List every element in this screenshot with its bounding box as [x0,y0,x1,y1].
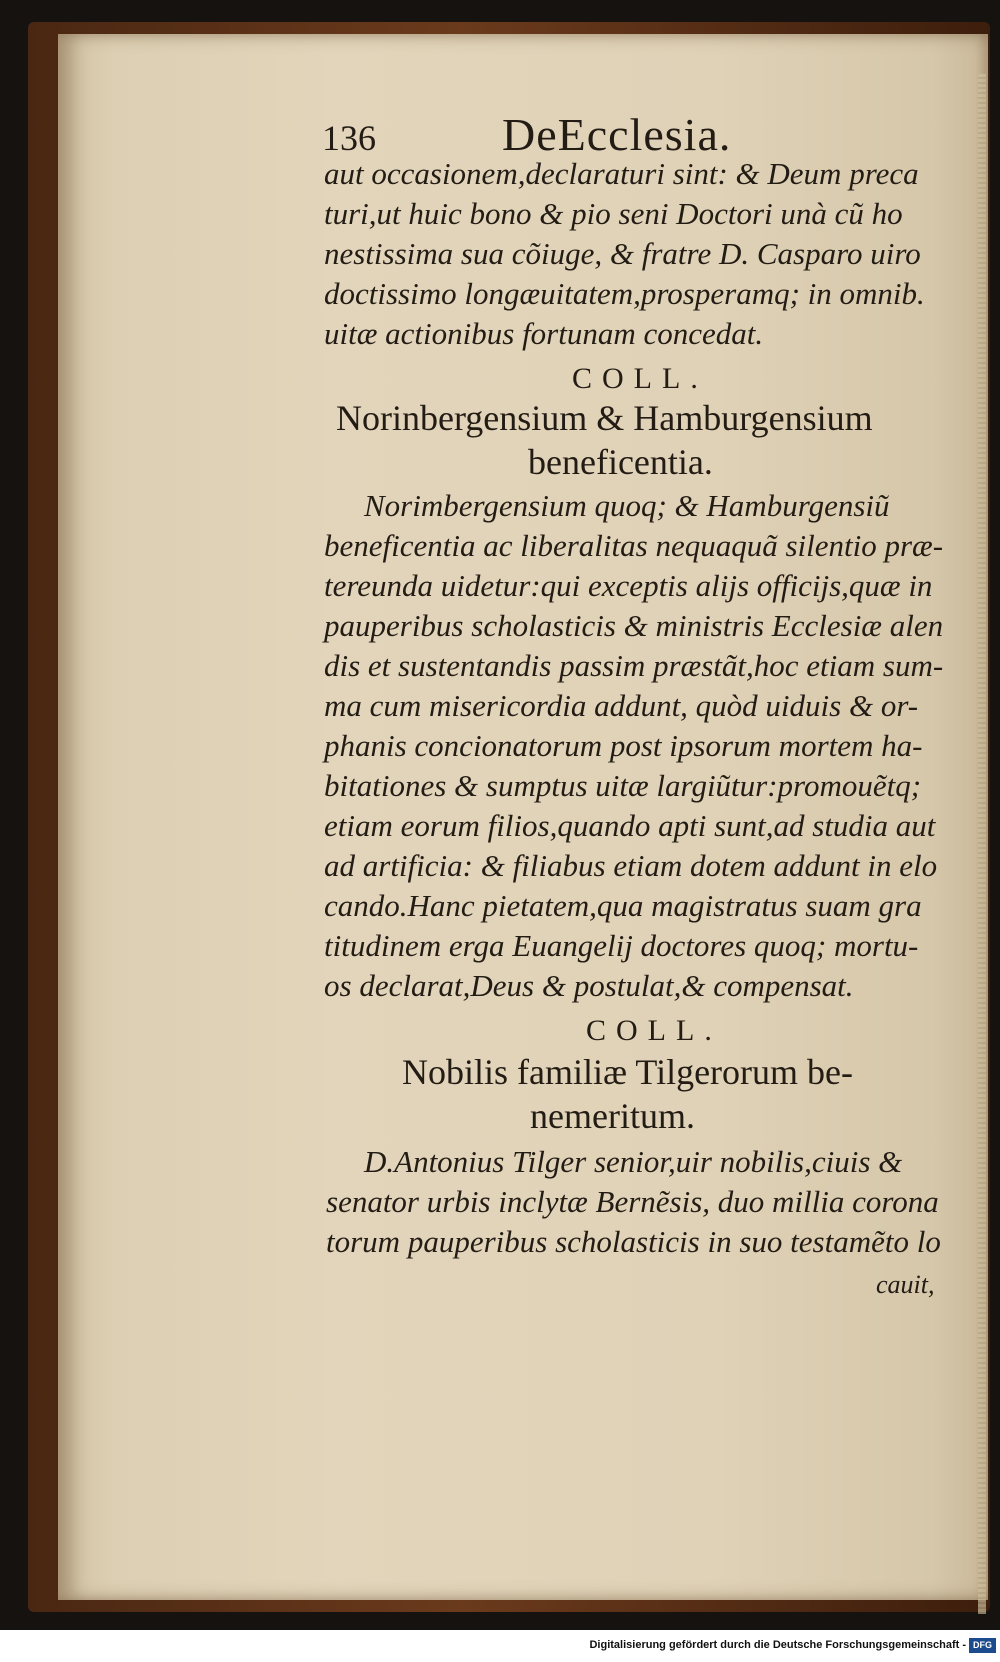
text-line: D.Antonius Tilger senior,uir nobilis,ciuis & [364,1144,903,1179]
section-heading: Nobilis familiæ Tilgerorum be- [402,1052,854,1092]
page [58,34,988,1600]
text-line: etiam eorum filios,quando apti sunt,ad studia aut [324,808,936,843]
text-line: Norimbergensium quoq; & Hamburgensiũ [364,488,890,523]
dfg-logo: DFG [969,1638,996,1653]
text-line: aut occasionem,declaraturi sint: & Deum preca [324,156,919,191]
funding-credit: Digitalisierung gefördert durch die Deutsche Forschungsgemeinschaft - [589,1639,966,1651]
section-heading: nemeritum. [530,1096,695,1136]
text-line: torum pauperibus scholasticis in suo testamẽto lo [326,1224,941,1259]
text-line: senator urbis inclytæ Bernẽsis, duo millia corona [326,1184,939,1219]
section-label: COLL. [572,362,708,395]
section-heading: Norinbergensium & Hamburgensium [336,398,873,438]
page-number: 136 [322,118,376,158]
digitization-footer [0,1630,1000,1662]
text-line: beneficentia ac liberalitas nequaquã silentio præ- [324,528,944,563]
text-line: phanis concionatorum post ipsorum mortem ha- [324,728,923,763]
text-line: os declarat,Deus & postulat,& compensat. [324,968,854,1003]
catchword: cauit, [876,1270,935,1299]
text-line: cando.Hanc pietatem,qua magistratus suam gra [324,888,922,923]
text-line: ad artificia: & filiabus etiam dotem addunt in elo [324,848,938,883]
text-line: uitæ actionibus fortunam concedat. [324,316,764,351]
text-line: dis et sustentandis passim præstãt,hoc etiam sum- [324,648,944,683]
text-line: bitationes & sumptus uitæ largiũtur:promouẽtq; [324,768,922,803]
page-edges [978,74,986,1614]
running-title: DeEcclesia. [502,109,732,160]
text-line: titudinem erga Euangelij doctores quoq; mortu- [324,928,919,963]
section-label: COLL. [586,1014,722,1047]
text-line: pauperibus scholasticis & ministris Ecclesiæ alen [324,608,944,643]
text-line: turi,ut huic bono & pio seni Doctori unà cũ ho [324,196,903,231]
text-line: tereunda uidetur:qui exceptis alijs officijs,quæ in [324,568,933,603]
section-heading: beneficentia. [528,442,713,482]
text-line: doctissimo longæuitatem,prosperamq; in omnib. [324,276,925,311]
text-line: nestissima sua cõiuge, & fratre D. Casparo uiro [324,236,921,271]
text-line: ma cum misericordia addunt, quòd uiduis & or- [324,688,919,723]
